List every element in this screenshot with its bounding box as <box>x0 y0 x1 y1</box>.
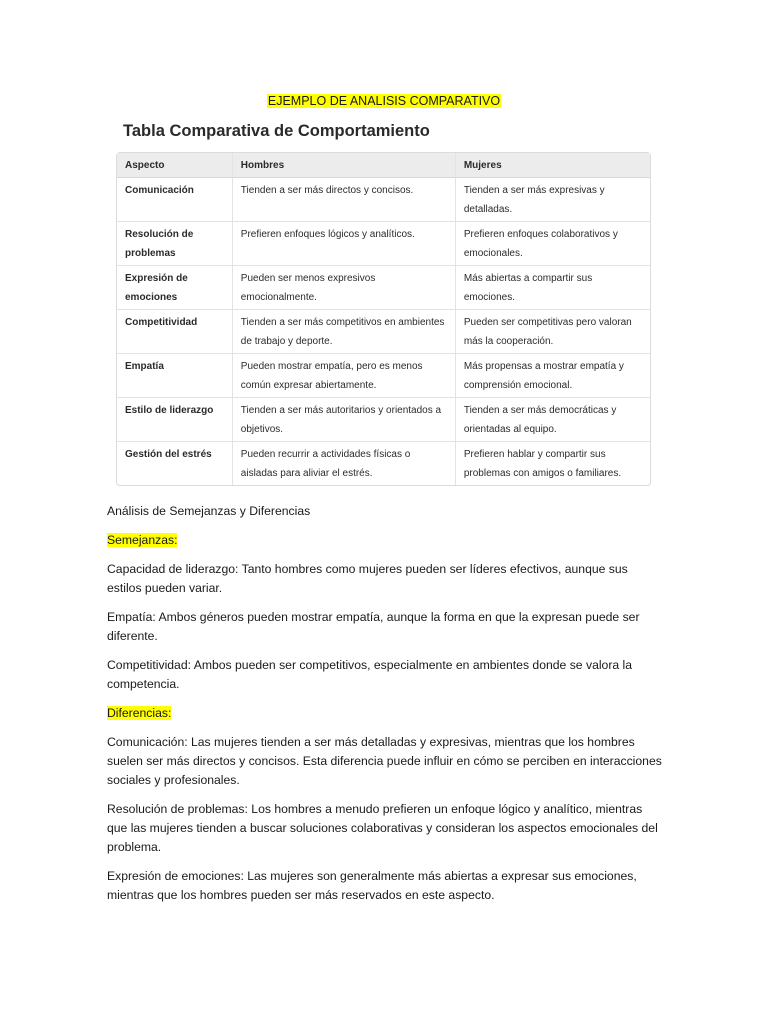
table-row <box>117 441 650 485</box>
similarity-paragraph: Competitividad: Ambos pueden ser competitivos, especialmente en ambientes donde se valora la competencia. <box>107 658 633 691</box>
header-men: Hombres <box>232 153 455 178</box>
similarity-paragraph: Capacidad de liderazgo: Tanto hombres como mujeres pueden ser líderes efectivos, aunque sus estilos pueden variar. <box>107 562 628 595</box>
cell-aspect: Empatía <box>117 353 232 397</box>
cell-men: Pueden ser menos expresivos emocionalmente. <box>232 265 455 309</box>
table-row <box>117 353 650 397</box>
cell-women: Prefieren enfoques colaborativos y emocionales. <box>455 221 650 265</box>
header-women: Mujeres <box>455 153 650 178</box>
table-row <box>117 178 650 221</box>
similarity-paragraph: Empatía: Ambos géneros pueden mostrar empatía, aunque la forma en que la expresan puede ser diferente. <box>107 610 640 643</box>
table-row <box>117 221 650 265</box>
cell-aspect: Gestión del estrés <box>117 441 232 485</box>
cell-women: Tienden a ser más democráticas y orientadas al equipo. <box>455 397 650 441</box>
differences-heading <box>107 704 662 723</box>
similarities-label: Semejanzas: <box>107 533 178 547</box>
cell-aspect: Estilo de liderazgo <box>117 397 232 441</box>
cell-men: Prefieren enfoques lógicos y analíticos. <box>232 221 455 265</box>
similarities-heading <box>107 531 662 550</box>
differences-label: Diferencias: <box>107 706 172 720</box>
cell-aspect: Expresión de emociones <box>117 265 232 309</box>
difference-paragraph: Expresión de emociones: Las mujeres son generalmente más abiertas a expresar sus emociones, mientras que los hombres pueden ser más reservados en este aspecto. <box>107 869 637 902</box>
page-title: EJEMPLO DE ANALISIS COMPARATIVO <box>267 94 501 108</box>
cell-aspect: Comunicación <box>125 185 194 196</box>
cell-men: Tienden a ser más directos y concisos. <box>232 178 455 221</box>
cell-women: Prefieren hablar y compartir sus problemas con amigos o familiares. <box>455 441 650 485</box>
table-row <box>117 265 650 309</box>
comparison-table <box>116 152 651 486</box>
cell-men: Tienden a ser más competitivos en ambientes de trabajo y deporte. <box>232 309 455 353</box>
cell-women: Más abiertas a compartir sus emociones. <box>455 265 650 309</box>
cell-aspect: Resolución de problemas <box>117 221 232 265</box>
analysis-title: Análisis de Semejanzas y Diferencias <box>107 504 311 518</box>
cell-women: Tienden a ser más expresivas y detalladas. <box>455 178 650 221</box>
table-row <box>117 309 650 353</box>
cell-men: Pueden mostrar empatía, pero es menos común expresar abiertamente. <box>232 353 455 397</box>
page-title-container <box>0 92 768 110</box>
cell-men: Tienden a ser más autoritarios y orientados a objetivos. <box>232 397 455 441</box>
table-header-row <box>117 153 650 178</box>
header-aspect: Aspecto <box>117 153 232 178</box>
cell-women: Pueden ser competitivas pero valoran más la cooperación. <box>455 309 650 353</box>
table-heading: Tabla Comparativa de Comportamiento <box>123 122 430 140</box>
difference-paragraph: Resolución de problemas: Los hombres a menudo prefieren un enfoque lógico y analítico, mientras que las mujeres tienden a buscar soluciones colaborativas y consideran los aspectos emocionales del problema. <box>107 802 658 854</box>
cell-aspect: Competitividad <box>117 309 232 353</box>
cell-women: Más propensas a mostrar empatía y comprensión emocional. <box>455 353 650 397</box>
difference-paragraph: Comunicación: Las mujeres tienden a ser más detalladas y expresivas, mientras que los hombres suelen ser más directos y concisos. Esta diferencia puede influir en cómo se perciben en interacciones sociales y profesionales. <box>107 735 662 787</box>
analysis-section <box>107 502 662 915</box>
table-row <box>117 397 650 441</box>
cell-men: Pueden recurrir a actividades físicas o aisladas para aliviar el estrés. <box>232 441 455 485</box>
